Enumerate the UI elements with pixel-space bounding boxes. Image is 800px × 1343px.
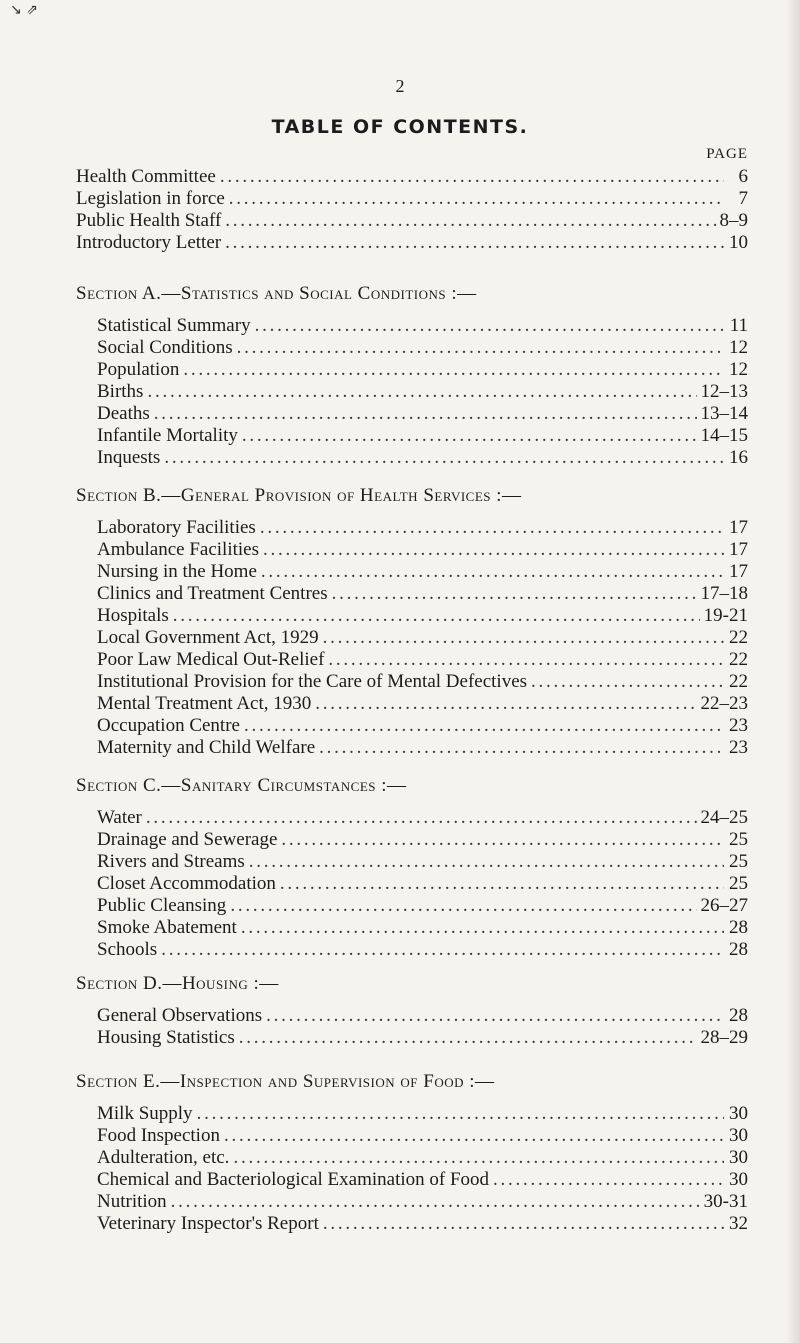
section-heading-text: Section E.—Inspection and Supervision of Food :— xyxy=(76,1071,495,1092)
dot-leader xyxy=(220,166,724,188)
toc-entry-pages: 11 xyxy=(729,315,748,336)
section-heading xyxy=(0,774,800,798)
corner-mark: ↘︎ ⇗ xyxy=(10,2,38,18)
toc-entry xyxy=(0,829,748,851)
toc-entry-label: Milk Supply xyxy=(97,1103,193,1124)
toc-entry xyxy=(0,1103,748,1125)
section-heading xyxy=(0,484,800,508)
section-heading xyxy=(0,282,800,306)
dot-leader xyxy=(249,851,724,873)
toc-entry-label: Occupation Centre xyxy=(97,715,240,736)
toc-entry-label: Food Inspection xyxy=(97,1125,220,1146)
toc-entry-pages: 16 xyxy=(729,447,748,468)
toc-entry-pages: 12–13 xyxy=(700,381,748,402)
toc-entry-label: General Observations xyxy=(97,1005,263,1026)
section-b xyxy=(0,484,800,759)
toc-entry xyxy=(0,873,748,895)
dot-leader xyxy=(197,1103,724,1125)
toc-entry-pages: 17 xyxy=(729,517,748,538)
toc-entry-label: Institutional Provision for the Care of Mental Defectives xyxy=(97,671,528,692)
dot-leader xyxy=(173,605,700,627)
toc-entry xyxy=(0,188,748,210)
section-c xyxy=(0,774,800,961)
dot-leader xyxy=(225,210,715,232)
toc-entry-label: Schools xyxy=(97,939,158,960)
dot-leader xyxy=(260,517,724,539)
dot-leader xyxy=(224,1125,724,1147)
toc-entry-pages: 13–14 xyxy=(700,403,748,424)
toc-entry xyxy=(0,1191,748,1213)
toc-entry-label: Introductory Letter xyxy=(76,232,222,253)
toc-entry xyxy=(0,1125,748,1147)
dot-leader xyxy=(233,1147,724,1169)
section-heading xyxy=(0,1070,800,1094)
toc-entry-pages: 23 xyxy=(729,715,748,736)
toc-entry xyxy=(0,210,748,232)
section-a xyxy=(0,282,800,469)
toc-entry-pages: 10 xyxy=(729,232,748,253)
toc-entry-label: Local Government Act, 1929 xyxy=(97,627,319,648)
section-heading-text: Section C.—Sanitary Circumstances :— xyxy=(76,775,407,796)
toc-entry-pages: 25 xyxy=(729,873,748,894)
page-title: TABLE OF CONTENTS. xyxy=(271,116,529,138)
dot-leader xyxy=(323,1213,724,1235)
toc-entry xyxy=(0,895,748,917)
toc-entry-label: Nursing in the Home xyxy=(97,561,257,582)
toc-entry xyxy=(0,627,748,649)
section-d xyxy=(0,972,800,1049)
dot-leader xyxy=(281,829,724,851)
toc-entry-label: Public Cleansing xyxy=(97,895,227,916)
toc-entry-pages: 23 xyxy=(729,737,748,758)
toc-entry xyxy=(0,715,748,737)
dot-leader xyxy=(280,873,724,895)
toc-entry-pages: 22–23 xyxy=(700,693,748,714)
toc-entry-pages: 30 xyxy=(729,1169,748,1190)
dot-leader xyxy=(237,337,724,359)
dot-leader xyxy=(242,425,697,447)
toc-entry-label: Drainage and Sewerage xyxy=(97,829,278,850)
toc-entry-pages: 17 xyxy=(729,539,748,560)
toc-entry-pages: 22 xyxy=(729,649,748,670)
toc-entry-pages: 7 xyxy=(738,188,748,209)
dot-leader xyxy=(323,627,724,649)
toc-entry-pages: 19-21 xyxy=(703,605,748,626)
toc-entry-label: Inquests xyxy=(97,447,161,468)
toc-entry-label: Population xyxy=(97,359,180,380)
dot-leader xyxy=(332,583,697,605)
toc-entry xyxy=(0,917,748,939)
section-heading xyxy=(0,972,800,996)
dot-leader xyxy=(161,939,724,961)
dot-leader xyxy=(154,403,697,425)
dot-leader xyxy=(266,1005,724,1027)
toc-entry-label: Water xyxy=(97,807,142,828)
toc-entry-pages: 17–18 xyxy=(700,583,748,604)
toc-entry xyxy=(0,425,748,447)
toc-entry-label: Social Conditions xyxy=(97,337,233,358)
toc-entry-pages: 25 xyxy=(729,851,748,872)
toc-entry-label: Closet Accommodation xyxy=(97,873,276,894)
toc-entry xyxy=(0,232,748,254)
toc-entry-pages: 6 xyxy=(738,166,748,187)
toc-entry-pages: 17 xyxy=(729,561,748,582)
dot-leader xyxy=(531,671,724,693)
toc-entry xyxy=(0,939,748,961)
dot-leader xyxy=(229,188,724,210)
section-heading-text: Section A.—Statistics and Social Conditions :— xyxy=(76,283,477,304)
toc-entry-label: Rivers and Streams xyxy=(97,851,245,872)
dot-leader xyxy=(164,447,724,469)
toc-entry-pages: 25 xyxy=(729,829,748,850)
toc-entry xyxy=(0,737,748,759)
toc-entry-label: Laboratory Facilities xyxy=(97,517,256,538)
toc-entry xyxy=(0,539,748,561)
toc-entry xyxy=(0,1169,748,1191)
page-number: 2 xyxy=(395,76,405,96)
toc-entry-label: Maternity and Child Welfare xyxy=(97,737,316,758)
toc-entry-pages: 30 xyxy=(729,1103,748,1124)
toc-entry xyxy=(0,561,748,583)
toc-entry-label: Statistical Summary xyxy=(97,315,251,336)
dot-leader xyxy=(171,1191,700,1213)
section-heading-text: Section D.—Housing :— xyxy=(76,973,279,994)
toc-entry-label: Housing Statistics xyxy=(97,1027,235,1048)
toc-entry-pages: 28 xyxy=(729,1005,748,1026)
toc-entry-pages: 30 xyxy=(729,1125,748,1146)
toc-entry-pages: 28 xyxy=(729,939,748,960)
dot-leader xyxy=(230,895,696,917)
toc-entry xyxy=(0,583,748,605)
toc-entry-pages: 12 xyxy=(729,359,748,380)
dot-leader xyxy=(239,1027,697,1049)
dot-leader xyxy=(225,232,724,254)
toc-entry xyxy=(0,649,748,671)
toc-entry-label: Adulteration, etc. xyxy=(97,1147,230,1168)
dot-leader xyxy=(147,381,696,403)
toc-entry xyxy=(0,1005,748,1027)
toc-entry xyxy=(0,517,748,539)
dot-leader xyxy=(255,315,724,337)
toc-entry-label: Infantile Mortality xyxy=(97,425,238,446)
toc-entry-label: Veterinary Inspector's Report xyxy=(97,1213,319,1234)
scan-edge-shadow xyxy=(786,0,800,1343)
dot-leader xyxy=(315,693,696,715)
toc-entry-pages: 8–9 xyxy=(719,210,748,231)
toc-entry xyxy=(0,807,748,829)
toc-entry xyxy=(0,693,748,715)
toc-entry-label: Chemical and Bacteriological Examination of Food xyxy=(97,1169,490,1190)
toc-entry-pages: 28 xyxy=(729,917,748,938)
toc-entry xyxy=(0,605,748,627)
toc-entry-label: Ambulance Facilities xyxy=(97,539,259,560)
toc-entry-pages: 32 xyxy=(729,1213,748,1234)
toc-entry-label: Clinics and Treatment Centres xyxy=(97,583,328,604)
toc-entry-label: Deaths xyxy=(97,403,150,424)
toc-entry-pages: 14–15 xyxy=(700,425,748,446)
toc-entry xyxy=(0,359,748,381)
toc-entry xyxy=(0,403,748,425)
toc-entry-label: Nutrition xyxy=(97,1191,167,1212)
toc-entry xyxy=(0,851,748,873)
page-column-header: PAGE xyxy=(706,146,748,162)
dot-leader xyxy=(241,917,724,939)
toc-entry xyxy=(0,447,748,469)
toc-entry-pages: 30-31 xyxy=(703,1191,748,1212)
toc-entry-pages: 22 xyxy=(729,671,748,692)
dot-leader xyxy=(244,715,724,737)
toc-entry-pages: 26–27 xyxy=(700,895,748,916)
toc-entry xyxy=(0,1213,748,1235)
toc-entry-label: Smoke Abatement xyxy=(97,917,237,938)
toc-entry xyxy=(0,315,748,337)
toc-entry xyxy=(0,337,748,359)
toc-entry-label: Hospitals xyxy=(97,605,169,626)
dot-leader xyxy=(493,1169,724,1191)
toc-entry-pages: 22 xyxy=(729,627,748,648)
toc-entry-label: Mental Treatment Act, 1930 xyxy=(97,693,312,714)
dot-leader xyxy=(328,649,724,671)
section-e xyxy=(0,1070,800,1235)
toc-entry-pages: 24–25 xyxy=(700,807,748,828)
toc-entry xyxy=(0,166,748,188)
toc-entry-pages: 30 xyxy=(729,1147,748,1168)
dot-leader xyxy=(183,359,724,381)
dot-leader xyxy=(261,561,724,583)
toc-entry-label: Public Health Staff xyxy=(76,210,222,231)
toc-entry-label: Health Committee xyxy=(76,166,216,187)
toc-entry-pages: 28–29 xyxy=(700,1027,748,1048)
toc-entry xyxy=(0,1147,748,1169)
toc-entry-label: Legislation in force xyxy=(76,188,225,209)
toc-entry-label: Poor Law Medical Out-Relief xyxy=(97,649,325,670)
dot-leader xyxy=(263,539,724,561)
dot-leader xyxy=(319,737,724,759)
toc-entry xyxy=(0,1027,748,1049)
front-matter-list xyxy=(0,166,800,254)
toc-entry xyxy=(0,671,748,693)
toc-entry xyxy=(0,381,748,403)
section-heading-text: Section B.—General Provision of Health Services :— xyxy=(76,485,522,506)
toc-entry-label: Births xyxy=(97,381,144,402)
toc-entry-pages: 12 xyxy=(729,337,748,358)
dot-leader xyxy=(146,807,697,829)
